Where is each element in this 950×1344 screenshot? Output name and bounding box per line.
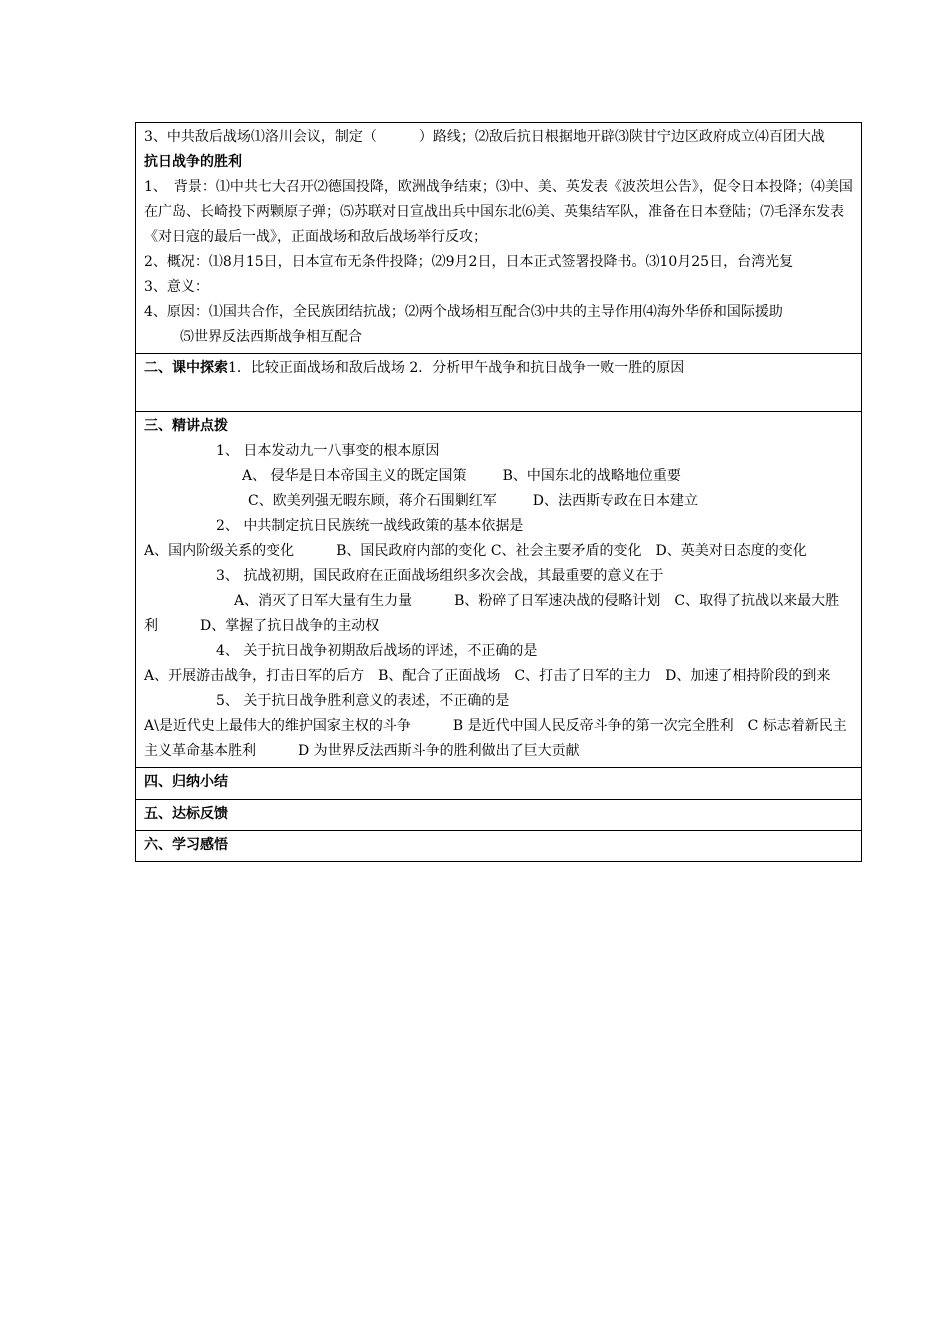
cell-section-two xyxy=(136,354,862,412)
section-three-heading: 三、精讲点拨 xyxy=(144,418,228,434)
question-3-options: A、消灭了日军大量有生力量 B、粉碎了日军速决战的侵略计划 C、取得了抗战以来最大胜利 D、掌握了抗日战争的主动权 xyxy=(144,593,840,634)
row-section-six xyxy=(136,831,862,862)
enemy-rear-battlefield-line: 3、中共敌后战场⑴洛川会议，制定（ ）路线；⑵敌后抗日根据地开辟⑶陕甘宁边区政府成立⑷百团大战 xyxy=(144,129,825,145)
lesson-table xyxy=(135,122,862,862)
cell-section-six xyxy=(136,831,862,862)
victory-heading: 抗日战争的胜利 xyxy=(144,154,242,170)
question-5-options: A\是近代史上最伟大的维护国家主权的斗争 B 是近代中国人民反帝斗争的第一次完全胜利 C 标志着新民主主义革命基本胜利 D 为世界反法西斯斗争的胜利做出了巨大贡献 xyxy=(144,718,847,759)
question-2: 2、 中共制定抗日民族统一战线政策的基本依据是 xyxy=(216,518,524,534)
question-1-option-b: B、中国东北的战略地位重要 xyxy=(502,468,681,484)
question-3: 3、 抗战初期，国民政府在正面战场组织多次会战，其最重要的意义在于 xyxy=(216,568,664,584)
victory-reasons-line: 4、原因：⑴国共合作，全民族团结抗战；⑵两个战场相互配合⑶中共的主导作用⑷海外华侨和国际援助 xyxy=(144,304,783,320)
question-5: 5、 关于抗日战争胜利意义的表述，不正确的是 xyxy=(216,693,510,709)
row-section-five xyxy=(136,800,862,831)
question-1-options-ab xyxy=(144,464,853,489)
victory-background-line: 1、 背景：⑴中共七大召开⑵德国投降，欧洲战争结束；⑶中、美、英发表《波茨坦公告》，促令日本投降；⑷美国在广岛、长崎投下两颗原子弹；⑸苏联对日宣战出兵中国东北⑹美、英集结军队，准备在日本登陆；⑺毛泽东发表《对日寇的最后一战》，正面战场和敌后战场举行反攻； xyxy=(144,179,853,245)
question-1-option-c: C、欧美列强无暇东顾，蒋介石围剿红军 xyxy=(248,493,497,509)
question-4-options: A、开展游击战争，打击日军的后方 B、配合了正面战场 C、打击了日军的主力 D、加速了相持阶段的到来 xyxy=(144,668,831,684)
question-1-option-a: A、 侵华是日本帝国主义的既定国策 xyxy=(242,468,467,484)
cell-section-four xyxy=(136,768,862,800)
victory-significance-line: 3、意义： xyxy=(144,279,209,295)
question-1-options-cd xyxy=(144,489,853,514)
row-section-one xyxy=(136,123,862,354)
question-2-options: A、国内阶级关系的变化 B、国民政府内部的变化 C、社会主要矛盾的变化 D、英美对日态度的变化 xyxy=(144,543,807,559)
section-two-text: 1．比较正面战场和敌后战场 2．分析甲午战争和抗日战争一败一胜的原因 xyxy=(228,360,685,376)
cell-section-three xyxy=(136,412,862,768)
victory-reasons-continued: ⑸世界反法西斯战争相互配合 xyxy=(180,329,362,345)
row-section-four xyxy=(136,768,862,800)
cell-section-one xyxy=(136,123,862,354)
row-section-two xyxy=(136,354,862,412)
section-four-heading: 四、归纳小结 xyxy=(144,774,228,790)
cell-section-five xyxy=(136,800,862,831)
victory-overview-line: 2、概况：⑴8月15日，日本宣布无条件投降；⑵9月2日，日本正式签署投降书。⑶10月25日，台湾光复 xyxy=(144,254,794,270)
question-1-option-d: D、法西斯专政在日本建立 xyxy=(532,493,698,509)
row-section-three xyxy=(136,412,862,768)
section-two-heading: 二、课中探索 xyxy=(144,360,228,376)
section-six-heading: 六、学习感悟 xyxy=(144,837,228,853)
question-4: 4、 关于抗日战争初期敌后战场的评述，不正确的是 xyxy=(216,643,538,659)
question-1: 1、 日本发动九一八事变的根本原因 xyxy=(216,443,440,459)
section-five-heading: 五、达标反馈 xyxy=(144,806,228,822)
